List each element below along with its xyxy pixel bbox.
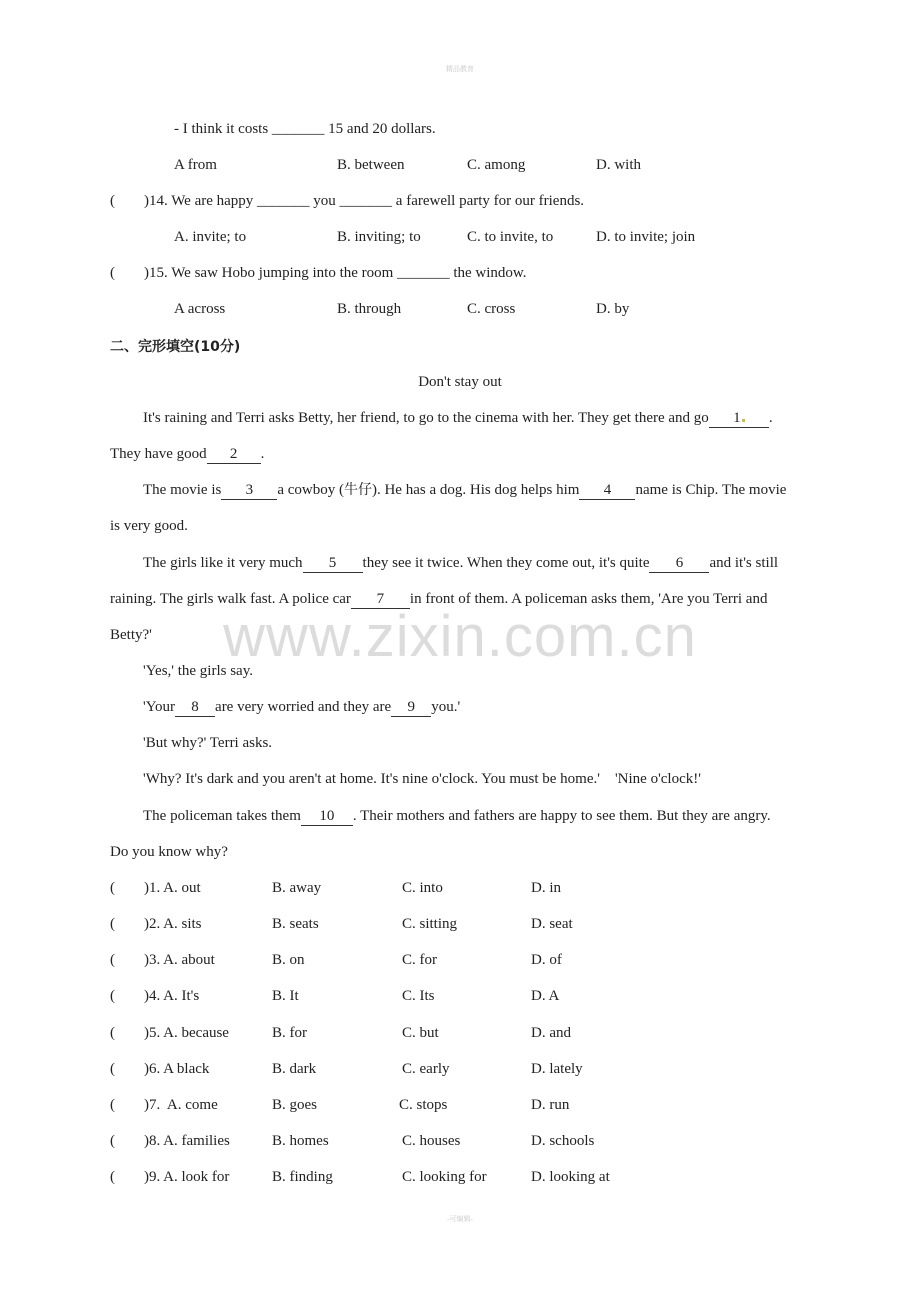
- answer-paren[interactable]: (: [110, 952, 115, 968]
- option-d: D. run: [531, 1097, 570, 1113]
- option-b: B. on: [272, 952, 305, 968]
- watermark: www.zixin.com.cn: [223, 604, 697, 669]
- passage-line: 'Yes,' the girls say.: [143, 663, 253, 679]
- passage-text: The movie is: [143, 482, 222, 498]
- option-c: C. to invite, to: [467, 229, 554, 245]
- passage-line: 'Why? It's dark and you aren't at home. It's nine o'clock. You must be home.' 'Nine o'clock!': [143, 771, 701, 787]
- answer-paren[interactable]: (: [110, 880, 115, 896]
- option-d: D. to invite; join: [596, 229, 696, 245]
- option-a: A across: [174, 301, 226, 317]
- blank-7[interactable]: 7: [351, 590, 410, 609]
- blank-5[interactable]: 5: [303, 554, 363, 573]
- question-text: )15. We saw Hobo jumping into the room _______ the window.: [144, 265, 527, 281]
- passage-text: 'Your: [143, 699, 176, 715]
- chinese-gloss: 牛仔: [343, 482, 372, 498]
- option-b: B. dark: [272, 1061, 317, 1077]
- blank-3[interactable]: 3: [221, 481, 277, 500]
- passage-text: . Their mothers and fathers are happy to see them. But they are angry.: [352, 808, 771, 824]
- blank-10[interactable]: 10: [301, 807, 353, 826]
- q14-stem: [110, 191, 810, 211]
- passage-line: [110, 480, 810, 500]
- option-a: )4. A. It's: [144, 988, 200, 1004]
- passage-text: are very worried and they are: [215, 699, 392, 715]
- option-b: B. homes: [272, 1133, 329, 1149]
- passage-text: .: [260, 446, 265, 462]
- q15-stem: [110, 263, 810, 283]
- page-footer: -可编辑-: [447, 1215, 473, 1223]
- passage-text: The girls like it very much: [143, 555, 303, 571]
- passage-text: .: [768, 410, 773, 426]
- passage-line: [110, 589, 810, 609]
- passage-line: [110, 408, 810, 428]
- passage-text: they see it twice. When they come out, it's quite: [362, 555, 650, 571]
- passage-line: [110, 806, 810, 826]
- passage-line: Betty?': [110, 627, 152, 643]
- passage-title: Don't stay out: [418, 374, 502, 390]
- option-b: B. finding: [272, 1169, 333, 1185]
- answer-paren[interactable]: (: [110, 916, 115, 932]
- passage-text: It's raining and Terri asks Betty, her friend, to go to the cinema with her. They get there and go: [143, 410, 709, 426]
- passage-line: [110, 444, 810, 464]
- option-d: D. seat: [531, 916, 573, 932]
- passage-line: is very good.: [110, 518, 188, 534]
- passage-line: Do you know why?: [110, 844, 228, 860]
- passage-text: They have good: [110, 446, 207, 462]
- option-c: C. cross: [467, 301, 516, 317]
- answer-paren[interactable]: (: [110, 1061, 115, 1077]
- option-b: B. for: [272, 1025, 307, 1041]
- option-c: C. among: [467, 157, 526, 173]
- passage-text: name is Chip. The movie: [635, 482, 787, 498]
- passage-line: [110, 697, 843, 717]
- passage-text: you.': [431, 699, 461, 715]
- option-d: D. with: [596, 157, 641, 173]
- option-b: B. between: [337, 157, 405, 173]
- answer-paren[interactable]: (: [110, 1025, 115, 1041]
- answer-paren[interactable]: (: [110, 1133, 115, 1149]
- passage-text: a cowboy (: [277, 482, 344, 498]
- option-a: )7. A. come: [144, 1097, 218, 1113]
- passage-line: [110, 553, 810, 573]
- section-heading: 二、完形填空(10分): [110, 339, 241, 355]
- option-a: )1. A. out: [144, 880, 201, 896]
- blank-2[interactable]: 2: [207, 445, 261, 464]
- blank-1[interactable]: 1: [709, 409, 769, 428]
- passage-text: and it's still: [709, 555, 779, 571]
- option-d: D. schools: [531, 1133, 595, 1149]
- option-c: C. stops: [399, 1097, 448, 1113]
- option-b: B. inviting; to: [337, 229, 421, 245]
- blank-6[interactable]: 6: [649, 554, 709, 573]
- option-b: B. through: [337, 301, 402, 317]
- option-c: C. looking for: [402, 1169, 487, 1185]
- answer-paren[interactable]: (: [110, 193, 115, 209]
- option-a: )9. A. look for: [144, 1169, 230, 1185]
- passage-text: The policeman takes them: [143, 808, 301, 824]
- option-a: A from: [174, 157, 217, 173]
- option-a: )2. A. sits: [144, 916, 202, 932]
- option-c: C. early: [402, 1061, 450, 1077]
- answer-paren[interactable]: (: [110, 988, 115, 1004]
- option-d: D. in: [531, 880, 561, 896]
- option-a: )3. A. about: [144, 952, 215, 968]
- option-d: D. and: [531, 1025, 571, 1041]
- option-b: B. seats: [272, 916, 319, 932]
- option-a: )5. A. because: [144, 1025, 229, 1041]
- option-d: D. by: [596, 301, 630, 317]
- blank-8[interactable]: 8: [175, 698, 215, 717]
- option-d: D. lately: [531, 1061, 583, 1077]
- passage-text: raining. The girls walk fast. A police car: [110, 591, 351, 607]
- passage-line: 'But why?' Terri asks.: [143, 735, 273, 751]
- q13-line: - I think it costs _______ 15 and 20 dollars.: [174, 121, 436, 137]
- page-header: 精品教育: [446, 65, 474, 73]
- option-c: C. Its: [402, 988, 435, 1004]
- passage-text: ). He has a dog. His dog helps him: [371, 482, 580, 498]
- answer-paren[interactable]: (: [110, 1169, 115, 1185]
- option-c: C. into: [402, 880, 443, 896]
- option-d: D. A: [531, 988, 560, 1004]
- option-c: C. sitting: [402, 916, 458, 932]
- passage-text: in front of them. A policeman asks them, 'Are you Terri and: [409, 591, 768, 607]
- answer-paren[interactable]: (: [110, 1097, 115, 1113]
- option-b: B. goes: [272, 1097, 317, 1113]
- blank-9[interactable]: 9: [391, 698, 431, 717]
- answer-paren[interactable]: (: [110, 265, 115, 281]
- option-d: D. of: [531, 952, 562, 968]
- option-d: D. looking at: [531, 1169, 610, 1185]
- option-c: C. houses: [402, 1133, 461, 1149]
- option-c: C. for: [402, 952, 437, 968]
- blank-4[interactable]: 4: [579, 481, 635, 500]
- option-a: )6. A black: [144, 1061, 210, 1077]
- option-a: A. invite; to: [174, 229, 247, 245]
- option-b: B. It: [272, 988, 299, 1004]
- option-c: C. but: [402, 1025, 439, 1041]
- option-b: B. away: [272, 880, 322, 896]
- option-a: )8. A. families: [144, 1133, 230, 1149]
- question-text: )14. We are happy _______ you _______ a farewell party for our friends.: [144, 193, 585, 209]
